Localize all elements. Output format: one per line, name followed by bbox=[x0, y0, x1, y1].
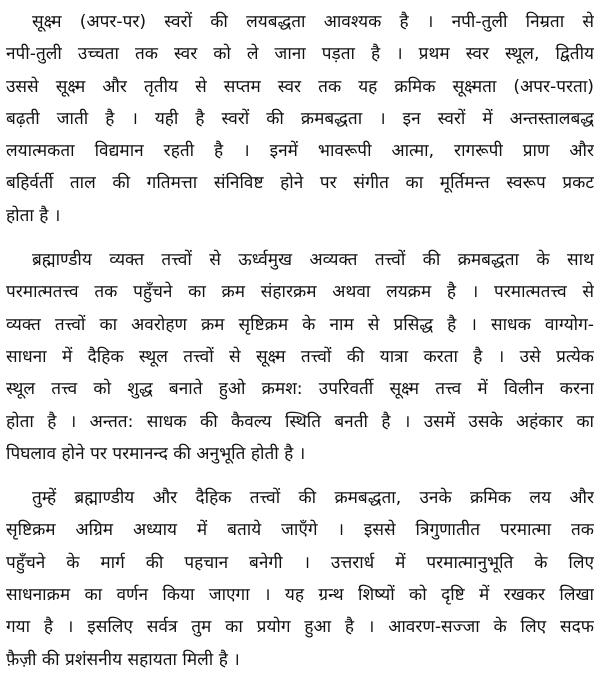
text-line: सृष्टिक्रम अग्रिम अध्याय में बताये जाएँगे । इससे त्रिगुणातीत परमात्मा तक bbox=[6, 520, 594, 541]
text-line: परमात्मतत्त्व तक पहुँचने का क्रम संहारक्रम अथवा लयक्रम है । परमात्मतत्त्व से bbox=[6, 282, 594, 303]
text-line: नपी-तुली उच्चता तक स्वर को ले जाना पड़ता है । प्रथम स्वर स्थूल, द्वितीय bbox=[6, 44, 594, 65]
paragraph-1 bbox=[6, 6, 594, 232]
text-line: बढ़ती जाती है । यही है स्वरों की क्रमबद्धता । इन स्वरों में अन्तस्तालबद्ध bbox=[6, 108, 594, 129]
text-line: साधनाक्रम का वर्णन किया जाएगा । यह ग्रन्थ शिष्यों को दृष्टि में रखकर लिखा bbox=[6, 585, 594, 606]
paragraph-2 bbox=[6, 244, 594, 470]
text-line: व्यक्त तत्त्वों का अवरोहण क्रम सृष्टिक्रम के नाम से प्रसिद्ध है । साधक वाग्योग- bbox=[6, 314, 594, 335]
text-line: फ़ैज़ी की प्रशंसनीय सहायता मिली है । bbox=[6, 649, 240, 670]
text-line: उससे सूक्ष्म और तृतीय से सप्तम स्वर तक यह क्रमिक सूक्ष्मता (अपर-परता) bbox=[6, 76, 594, 97]
text-line: पिघलाव होने पर परमानन्द की अनुभूति होती है । bbox=[6, 443, 306, 464]
text-line: ब्रह्माण्डीय व्यक्त तत्त्वों से ऊर्ध्वमुख अव्यक्त तत्त्वों की क्रमबद्धता के साथ bbox=[32, 250, 594, 271]
text-line: बहिर्वर्ती ताल की गतिमत्ता संनिविष्ट होने पर संगीत का मूर्तिमन्त स्वरूप प्रकट bbox=[6, 173, 594, 194]
text-line: स्थूल तत्त्व को शुद्ध बनाते हुओ क्रमश: उपरिवर्ती सूक्ष्म तत्त्व में विलीन करना bbox=[6, 379, 594, 400]
text-line: होता है । bbox=[6, 205, 61, 226]
text-line: गया है । इसलिए सर्वत्र तुम का प्रयोग हुआ है । आवरण-सज्जा के लिए सदफ bbox=[6, 617, 594, 638]
text-line: साधना में दैहिक स्थूल तत्त्वों से सूक्ष्म तत्त्वों की यात्रा करता है । उसे प्रत्येक bbox=[6, 346, 594, 367]
text-line: पहुँचने के मार्ग की पहचान बनेगी । उत्तरार्ध में परमात्मानुभूति के लिए bbox=[6, 552, 594, 573]
paragraph-3 bbox=[6, 482, 594, 676]
text-line: लयात्मकता विद्यमान रहती है । इनमें भावरूपी आत्मा, रागरूपी प्राण और bbox=[6, 141, 594, 162]
text-line: होता है । अन्तत: साधक की कैवल्य स्थिति बनती है । उसमें उसके अहंकार का bbox=[6, 411, 594, 432]
text-line: सूक्ष्म (अपर-पर) स्वरों की लयबद्धता आवश्यक है । नपी-तुली निम्रता से bbox=[32, 12, 594, 32]
text-line: तुम्हें ब्रह्माण्डीय और दैहिक तत्त्वों की क्रमबद्धता, उनके क्रमिक लय और bbox=[32, 488, 594, 509]
